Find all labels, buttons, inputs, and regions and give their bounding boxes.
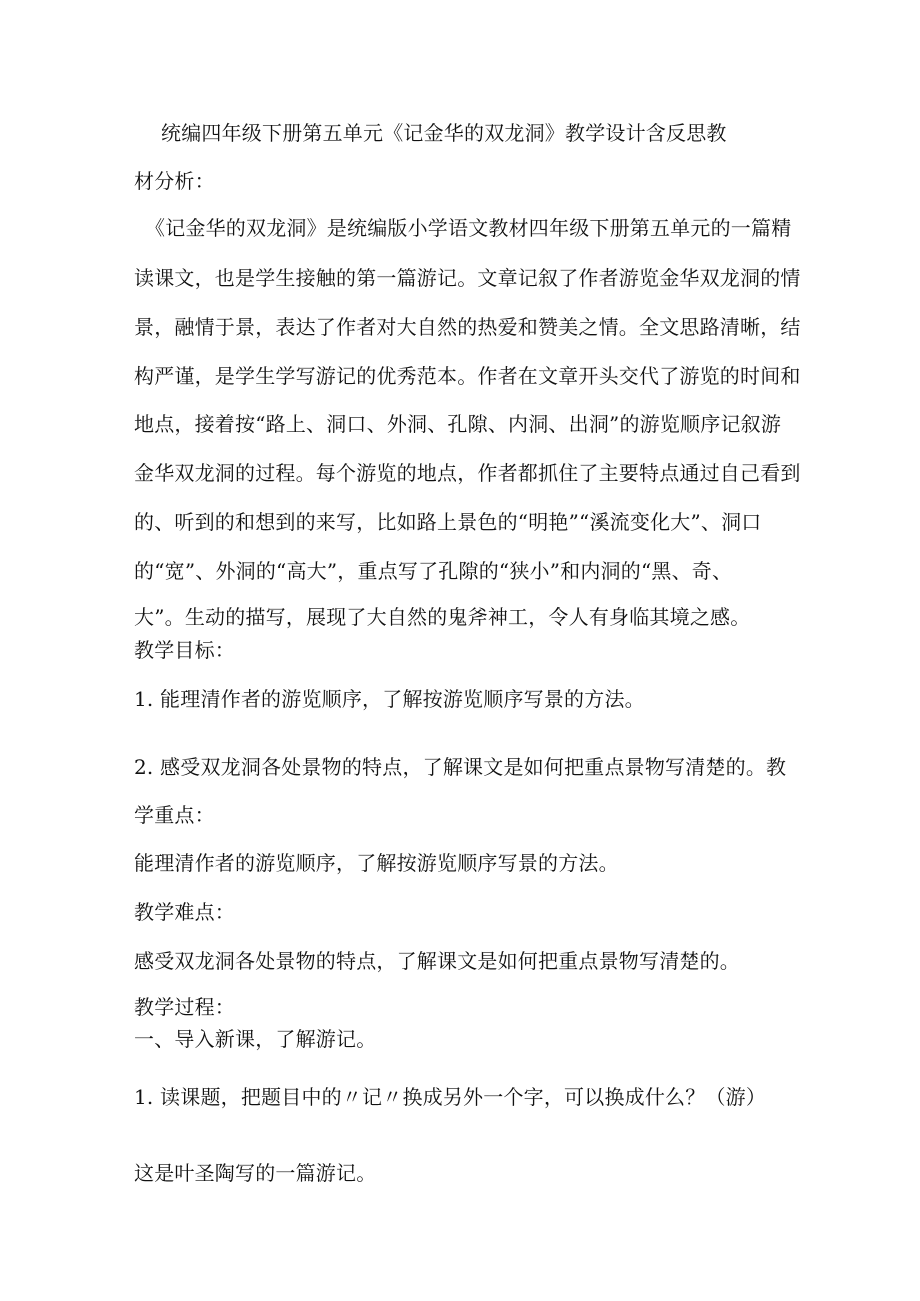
key-text: 能理清作者的游览顺序，了解按游览顺序写景的方法。 bbox=[134, 851, 619, 875]
analysis-line: 地点，接着按“路上、洞口、外洞、孔隙、内洞、出洞”的游览顺序记叙游 bbox=[134, 412, 782, 436]
analysis-heading: 材分析： bbox=[134, 169, 215, 193]
analysis-line: 构严谨，是学生学写游记的优秀范本。作者在文章开头交代了游览的时间和 bbox=[134, 364, 801, 388]
goal-item: 1. 能理清作者的游览顺序，了解按游览顺序写景的方法。 bbox=[134, 687, 645, 711]
step-heading: 一、导入新课，了解游记。 bbox=[134, 1027, 377, 1051]
goals-heading: 教学目标： bbox=[134, 638, 235, 662]
analysis-line: 金华双龙洞的过程。每个游览的地点，作者都抓住了主要特点通过自己看到 bbox=[134, 461, 801, 485]
difficulty-text: 感受双龙洞各处景物的特点，了解课文是如何把重点景物写清楚的。 bbox=[134, 949, 740, 973]
process-heading: 教学过程： bbox=[134, 995, 235, 1019]
goal-item: 2. 感受双龙洞各处景物的特点，了解课文是如何把重点景物写清楚的。教 bbox=[134, 755, 787, 779]
step-item: 1. 读课题，把题目中的〃记〃换成另外一个字，可以换成什么？（游） bbox=[134, 1085, 767, 1109]
analysis-line: 读课文，也是学生接触的第一篇游记。文章记叙了作者游览金华双龙洞的情 bbox=[134, 266, 801, 290]
difficulty-heading: 教学难点： bbox=[134, 900, 235, 924]
key-heading: 学重点： bbox=[134, 803, 215, 827]
analysis-line: 景，融情于景，表达了作者对大自然的热爱和赞美之情。全文思路清晰，结 bbox=[134, 315, 801, 339]
analysis-line: 《记金华的双龙洞》是统编版小学语文教材四年级下册第五单元的一篇精 bbox=[145, 216, 792, 240]
analysis-line: 的“宽”、外洞的“高大”，重点写了孔隙的“狭小”和内洞的“黑、奇、 bbox=[134, 559, 733, 583]
step-note: 这是叶圣陶写的一篇游记。 bbox=[134, 1161, 377, 1185]
analysis-line: 的、听到的和想到的来写，比如路上景色的“明艳”“溪流变化大”、洞口 bbox=[134, 510, 762, 534]
analysis-line: 大”。生动的描写，展现了大自然的鬼斧神工，令人有身临其境之感。 bbox=[134, 605, 751, 629]
document-title: 统编四年级下册第五单元《记金华的双龙洞》教学设计含反思教 bbox=[161, 121, 727, 145]
